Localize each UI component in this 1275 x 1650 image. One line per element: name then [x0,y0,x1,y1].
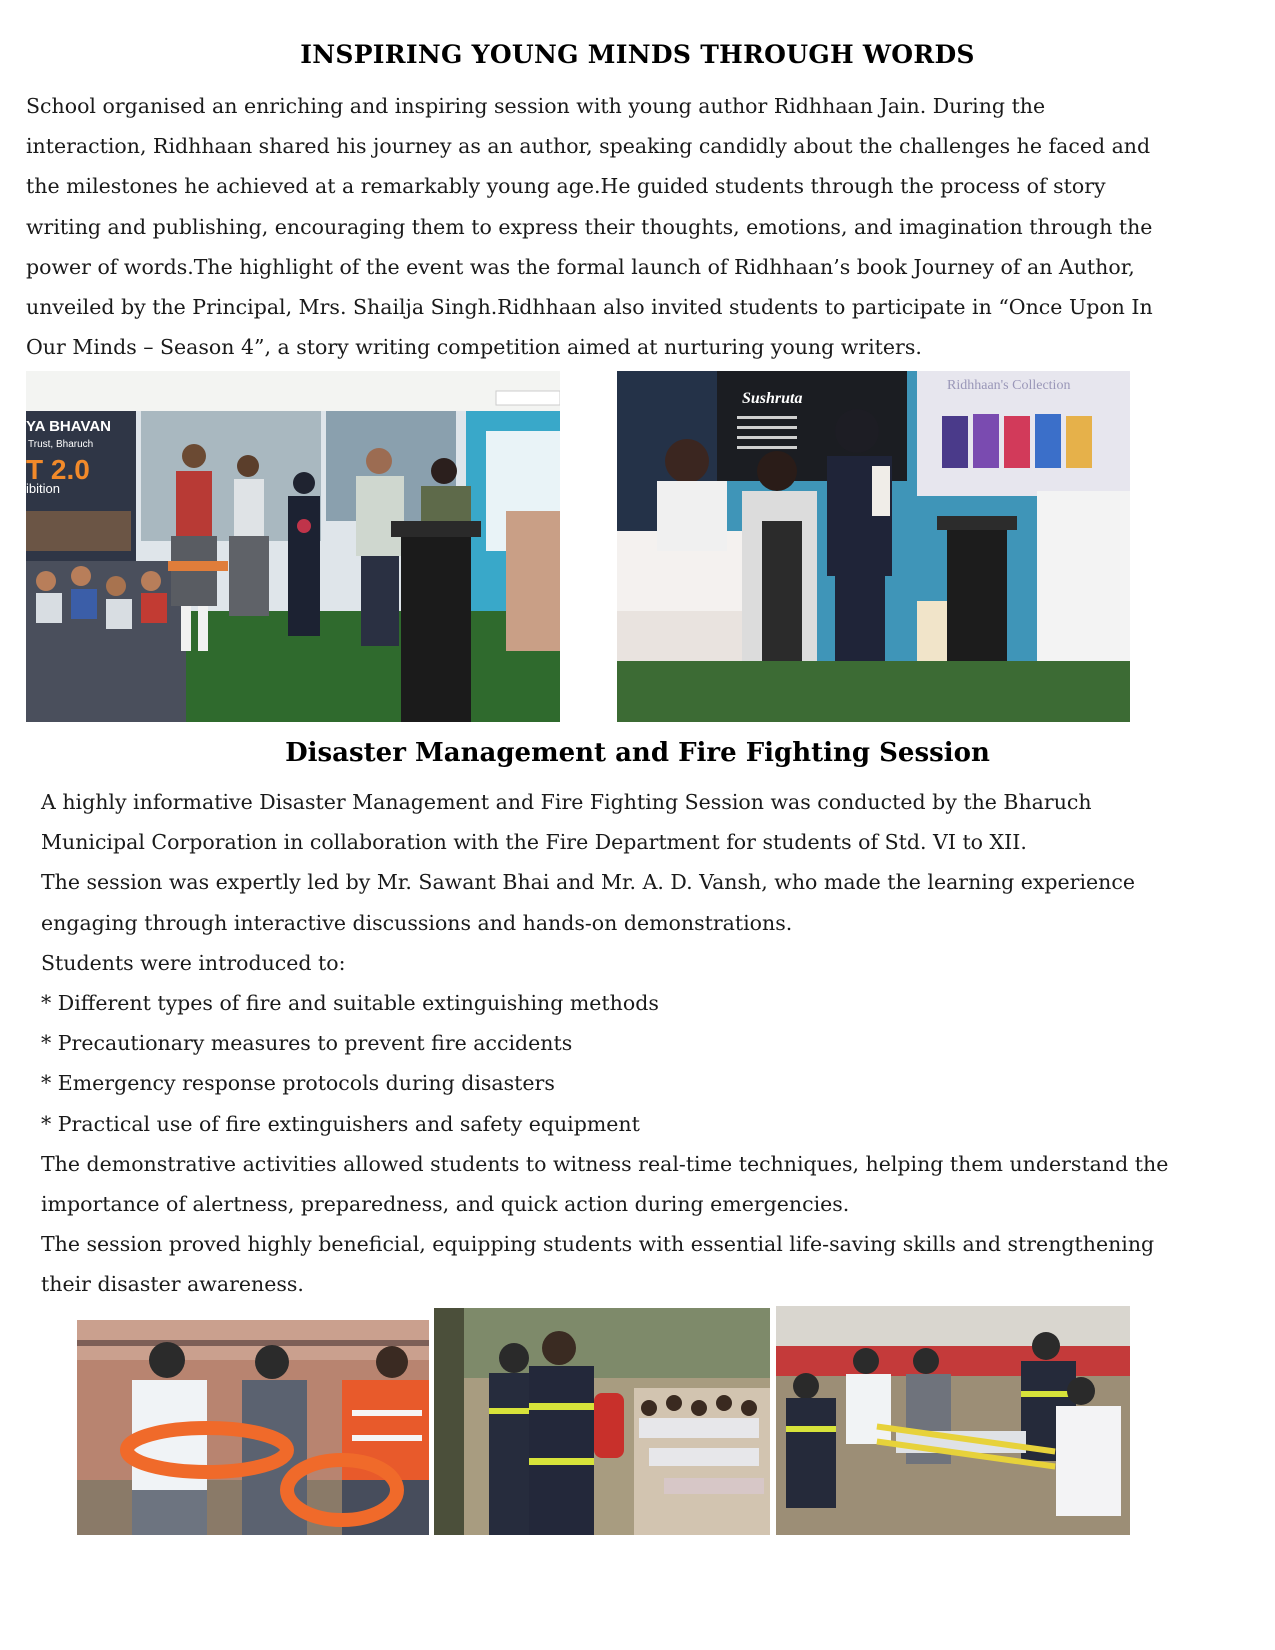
photo-extinguisher-demo [434,1308,770,1535]
paragraph-line: Municipal Corporation in collaboration with the Fire Department for students of Std. VI to XII. [41,830,1027,855]
banner-title: Sushruta [742,390,803,407]
list-item: * Practical use of fire extinguishers and safety equipment [41,1111,640,1136]
paragraph-line: the milestones he achieved at a remarkably young age.He guided students through the process of story [26,174,1106,199]
paragraph-line: interaction, Ridhhaan shared his journey as an author, speaking candidly about the challenges he faced and [26,134,1151,159]
list-item: * Different types of fire and suitable extinguishing methods [41,991,659,1016]
paragraph-line: unveiled by the Principal, Mrs. Shailja Singh.Ridhhaan also invited students to participate in “Once Upon In [26,295,1153,320]
photo-author-welcome [26,371,560,722]
paragraph-line: Students were introduced to: [41,950,346,975]
paragraph-line: A highly informative Disaster Management and Fire Fighting Session was conducted by the Bharuch [41,790,1092,814]
banner-line: T 2.0 [26,454,90,485]
banner-line: YA BHAVAN [26,418,112,435]
paragraph-line: their disaster awareness. [41,1272,304,1297]
list-item: * Emergency response protocols during disasters [41,1071,555,1096]
photo-stretcher-demo [776,1306,1130,1535]
paragraph-line: School organised an enriching and inspiring session with young author Ridhhaan Jain. During the [26,94,1046,118]
paragraph-line: engaging through interactive discussions and hands-on demonstrations. [41,910,793,935]
section1-paragraph [26,86,1256,367]
paragraph-line: writing and publishing, encouraging them to express their thoughts, emotions, and imagination through the [26,214,1153,239]
section2-paragraph [41,782,1266,1305]
paragraph-line: The session proved highly beneficial, equipping students with essential life-saving skills and strengthening [41,1232,1155,1257]
list-item: * Precautionary measures to prevent fire accidents [41,1031,573,1056]
banner-line: Trust, Bharuch [28,439,94,450]
paragraph-line: importance of alertness, preparedness, and quick action during emergencies. [41,1192,850,1217]
paragraph-line: The session was expertly led by Mr. Sawant Bhai and Mr. A. D. Vansh, who made the learning experience [41,870,1135,895]
banner-line: ibition [26,481,60,496]
section1-title: INSPIRING YOUNG MINDS THROUGH WORDS [300,40,975,69]
photo-lifebuoy-demo [77,1320,429,1535]
section2-title: Disaster Management and Fire Fighting Session [285,738,990,768]
screen-title: Ridhhaan's Collection [947,378,1071,393]
paragraph-line: The demonstrative activities allowed students to witness real-time techniques, helping them understand the [41,1151,1169,1176]
photo-book-launch [617,371,1130,722]
paragraph-line: Our Minds – Season 4”, a story writing competition aimed at nurturing young writers. [26,335,922,360]
paragraph-line: power of words.The highlight of the event was the formal launch of Ridhhaan’s book Journey of an Author, [26,254,1135,279]
